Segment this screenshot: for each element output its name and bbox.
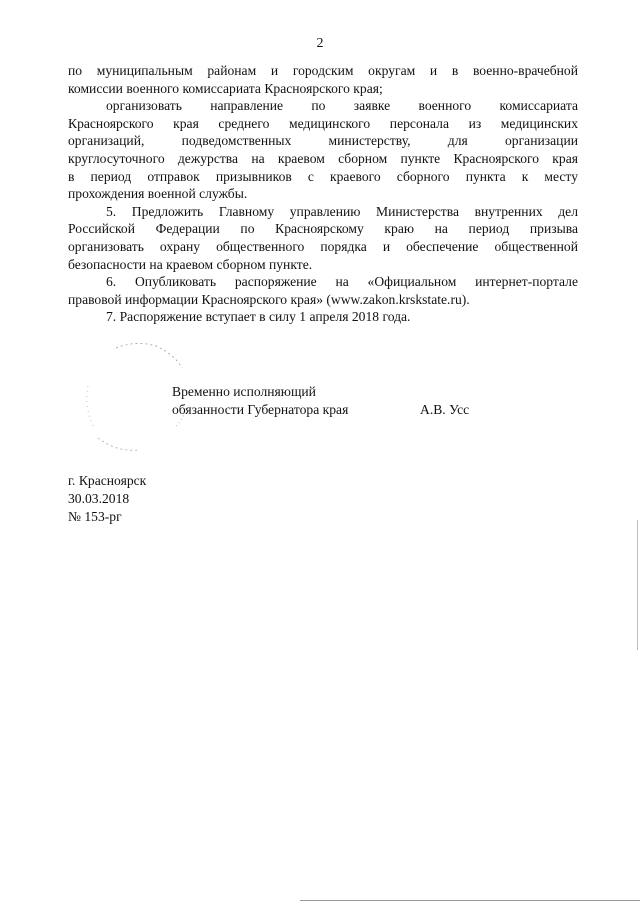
body-line: организовать направление по заявке военного комиссариата [106, 98, 578, 114]
body-line: безопасности на краевом сборном пункте. [68, 256, 313, 272]
body-line: круглосуточного дежурства на краевом сборном пункте Красноярского края [68, 150, 578, 166]
body-line: Российской Федерации по Красноярскому краю на период призыва [68, 221, 578, 237]
body-line: по муниципальным районам и городским округам и в военно-врачебной [68, 63, 578, 78]
scan-edge-line [300, 900, 640, 901]
body-line: организовать охрану общественного порядка и обеспечение общественной [68, 238, 578, 254]
body-line: 7. Распоряжение вступает в силу 1 апреля 2018 года. [106, 309, 411, 325]
scan-edge-line [637, 520, 638, 650]
signatory-name: А.В. Усс [420, 402, 470, 417]
body-line: организаций, подведомственных министерству, для организации [68, 133, 578, 149]
signature-title-line: Временно исполняющий [172, 384, 316, 399]
body-line: правовой информации Красноярского края» (www.zakon.krskstate.ru). [68, 291, 470, 307]
document-body [68, 62, 578, 326]
body-line: 6. Опубликовать распоряжение на «Официальном интернет-портале [106, 274, 578, 290]
body-line: Красноярского края среднего медицинского персонала из медицинских [68, 115, 578, 131]
page-number: 2 [316, 36, 324, 51]
body-line: прохождения военной службы. [68, 186, 248, 202]
signature-title-line: обязанности Губернатора края [172, 402, 349, 417]
body-line: комиссии военного комиссариата Красноярского края; [68, 80, 383, 96]
document-footer [68, 472, 146, 525]
signature-title [172, 383, 348, 419]
footer-date: 30.03.2018 [68, 490, 130, 506]
footer-city: г. Красноярск [68, 473, 147, 488]
body-line: в период отправок призывников с краевого сборного пункта к месту [68, 168, 578, 184]
body-line: 5. Предложить Главному управлению Министерства внутренних дел [106, 203, 578, 219]
footer-number: № 153-рг [68, 508, 122, 524]
